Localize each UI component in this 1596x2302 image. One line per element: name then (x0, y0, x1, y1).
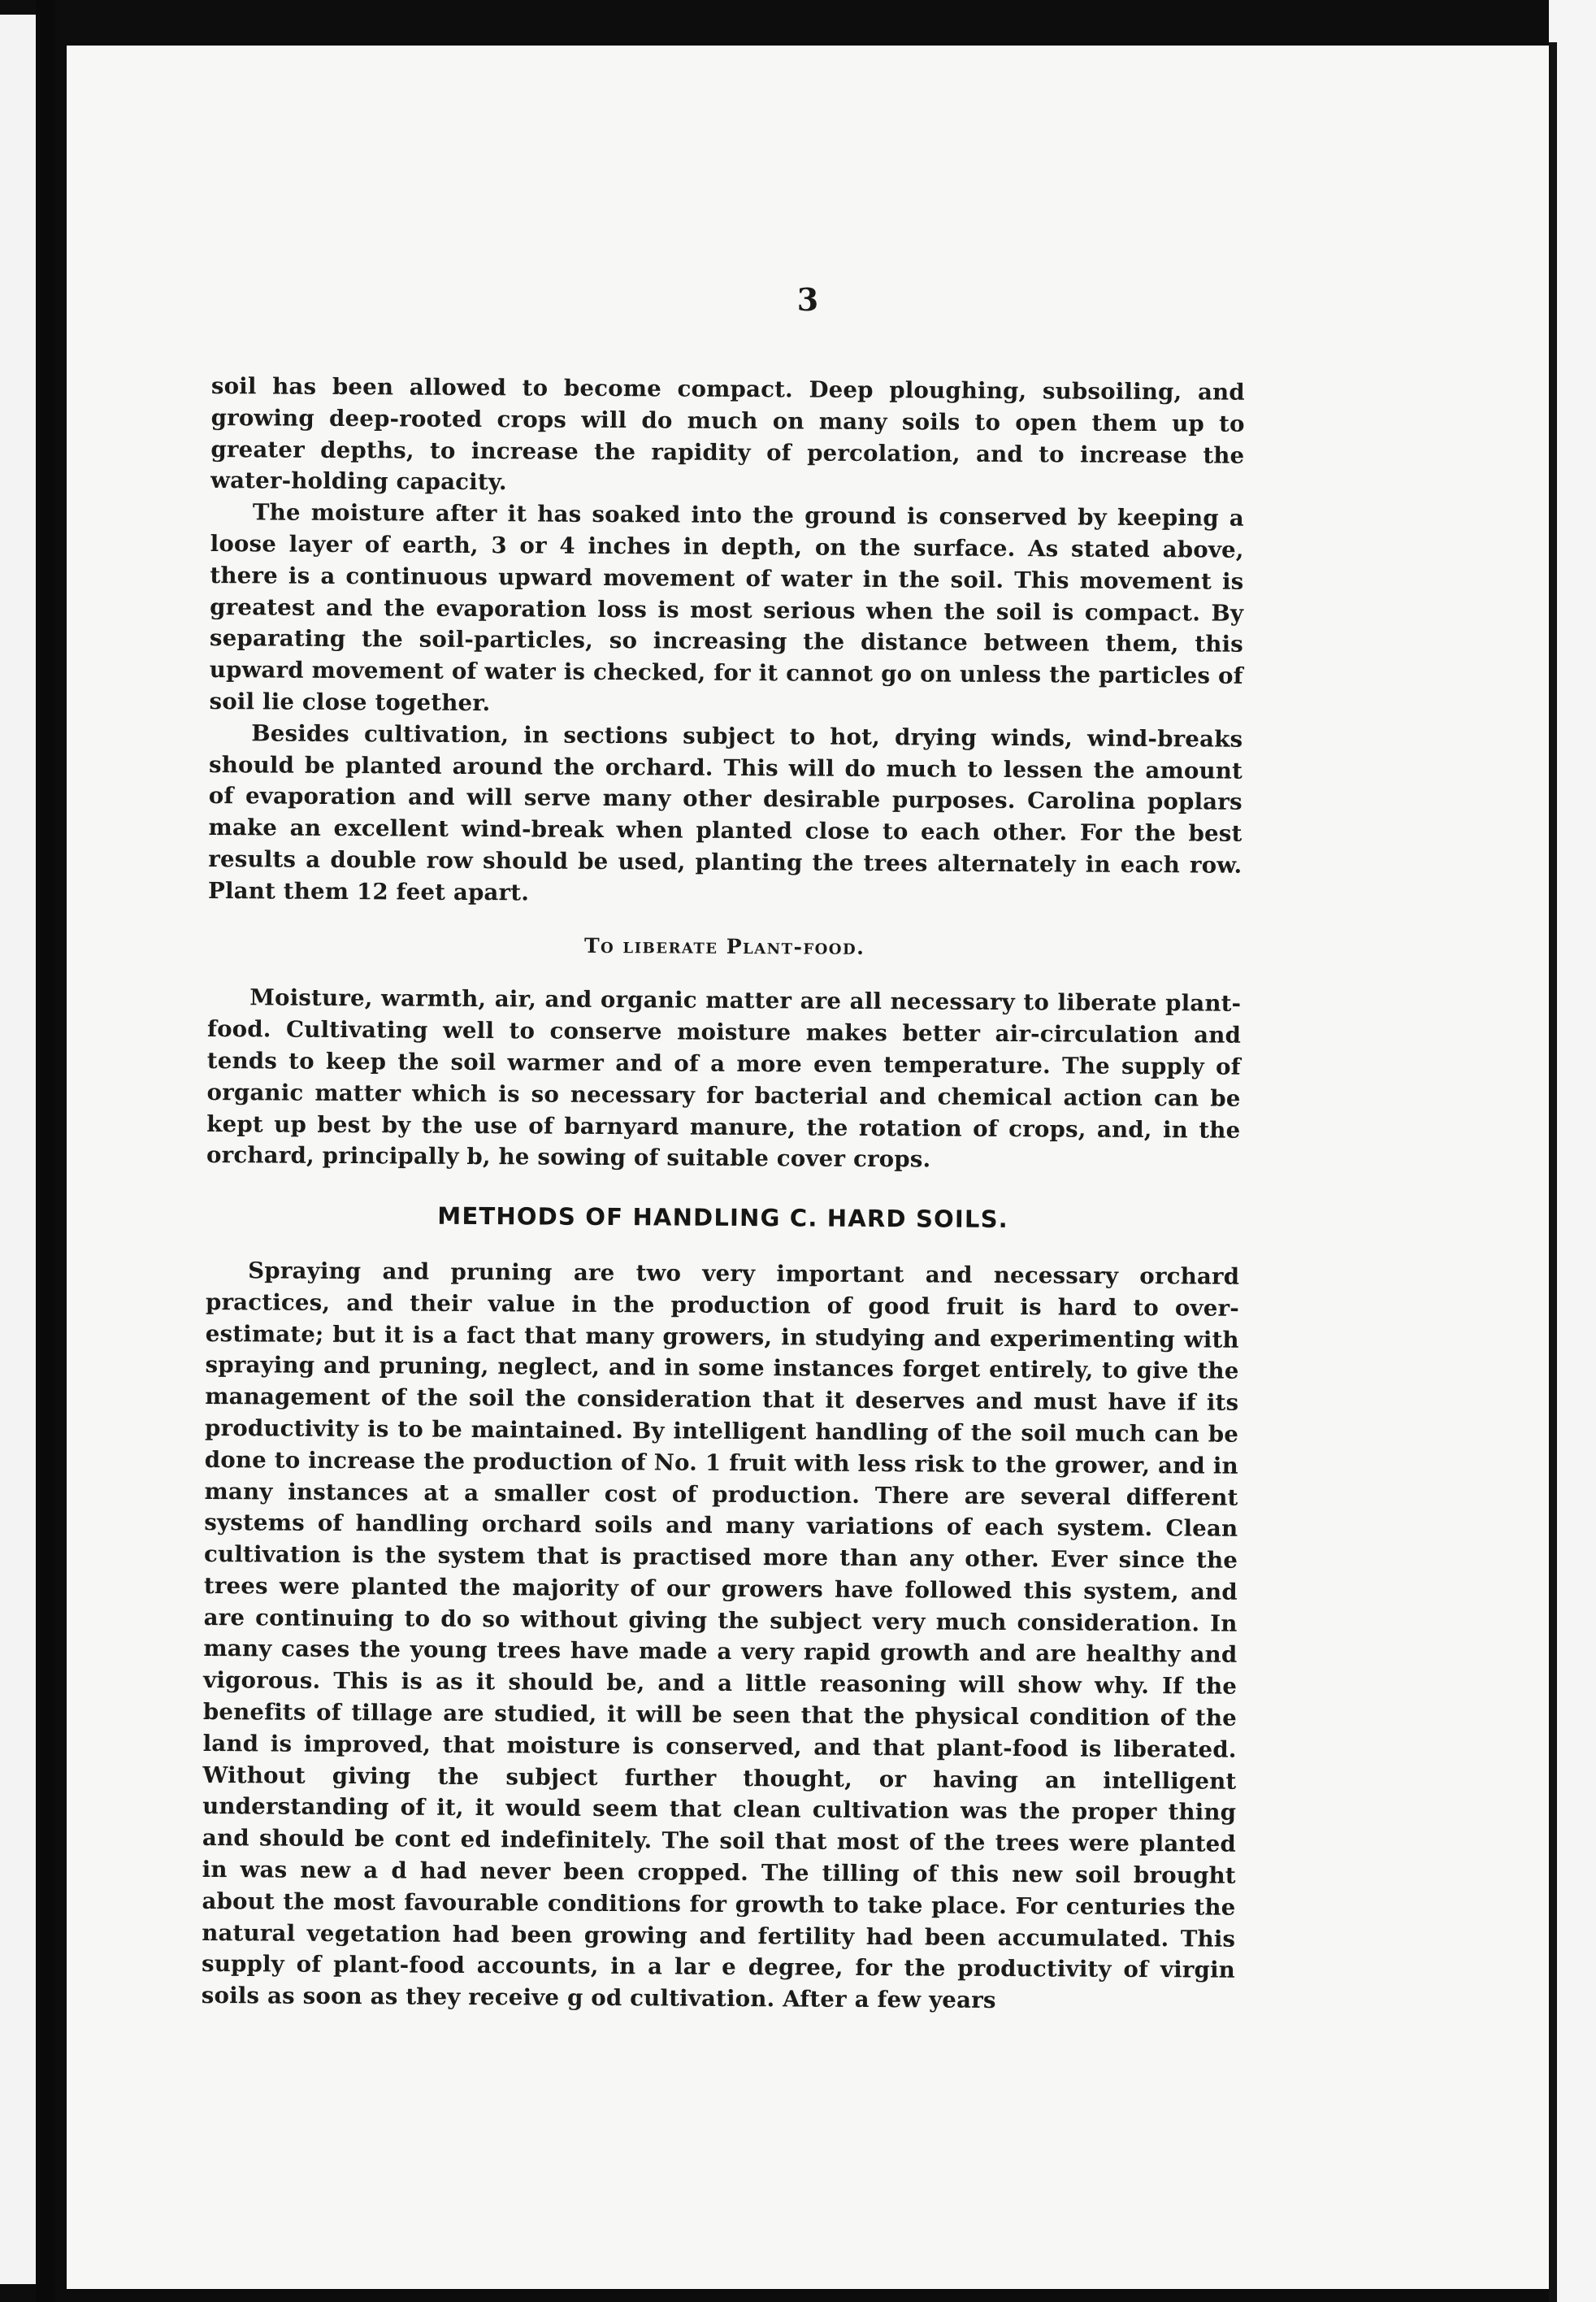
adjacent-page-edge (0, 15, 36, 2284)
paragraph: Moisture, warmth, air, and organic matter are all necessary to liberate plant-food. Cultivating well to conserve moisture makes better air-circulation and tends to keep the soil warmer and of a more even temperature. The supply of organic matter which is so necessary for bacterial and chemical action can be kept up best by the use of barnyard manure, the rotation of crops, and, in the orchard, principally b, he sowing of suitable cover crops. (206, 984, 1242, 1173)
paragraph: soil has been allowed to become compact. Deep ploughing, subsoiling, and growing deep-rooted crops will do much on many soils to open them up to greater depths, to increase the rapidity of percolation, and to increase the water-holding capacity. (210, 371, 1245, 496)
paragraph: Spraying and pruning are two very important and necessary orchard practices, and their value in the production of good fruit is hard to over-estimate; but it is a fact that many growers, in studying and experimenting with spraying and pruning, neglect, and in some instances forget entirely, to give the management of the soil the consideration that it deserves and must have if its productivity is to be maintained. By intelligent handling of the soil much can be done to increase the production of No. 1 fruit with less risk to the grower, and in many instances at a smaller cost of production. There are several different systems of handling orchard soils and many variations of each system. Clean cultivation is the system that is practised more than any other. Ever since the trees were planted the majority of our growers have followed this system, and are continuing to do so without giving the subject very much consideration. In many cases the young trees have made a very rapid growth and are healthy and vigorous. This is as it should be, and a little reasoning will show why. If the benefits of tillage are studied, it will be seen that the physical condition of the land is improved, that moisture is conserved, and that plant-food is liberated. Without giving the subject further thought, or having an intelligent understanding of it, it would seem that clean cultivation was the proper thing and should be cont ed indefinitely. The soil that most of the trees were planted in was new a d had never been cropped. The tilling of this new soil brought about the most favourable conditions for growth to take place. For centuries the natural vegetation had been growing and fertility had been accumulated. This supply of plant-food accounts, in a lar e degree, for the productivity of virgin soils as soon as they receive g od cultivation. After a few years (201, 1257, 1240, 2014)
page-number: 3 (796, 281, 819, 318)
paragraph: The moisture after it has soaked into the ground is conserved by keeping a loose layer of earth, 3 or 4 inches in depth, on the surface. As stated above, there is a continuous upward movement of water in the soil. This movement is greatest and the evaporation loss is most serious when the soil is compact. By separating the soil-particles, so increasing the distance between them, this upward movement of water is checked, for it cannot go on unless the particles of soil lie close together. (209, 498, 1245, 717)
paragraph: Besides cultivation, in sections subject to hot, drying winds, wind-breaks should be planted around the orchard. This will do much to lessen the amount of evaporation and will serve many other desirable purposes. Carolina poplars make an excellent wind-break when planted close to each other. For the best results a double row should be used, planting the trees alternately in each row. Plant them 12 feet apart. (207, 719, 1243, 906)
scan-border-left (36, 0, 55, 2302)
scan-border-right (1549, 42, 1557, 2302)
subheading: To liberate Plant-food. (583, 933, 865, 959)
document-page (67, 46, 1549, 2289)
section-heading: METHODS OF HANDLING C. HARD SOILS. (437, 1201, 1009, 1234)
body-text (202, 371, 1245, 2018)
